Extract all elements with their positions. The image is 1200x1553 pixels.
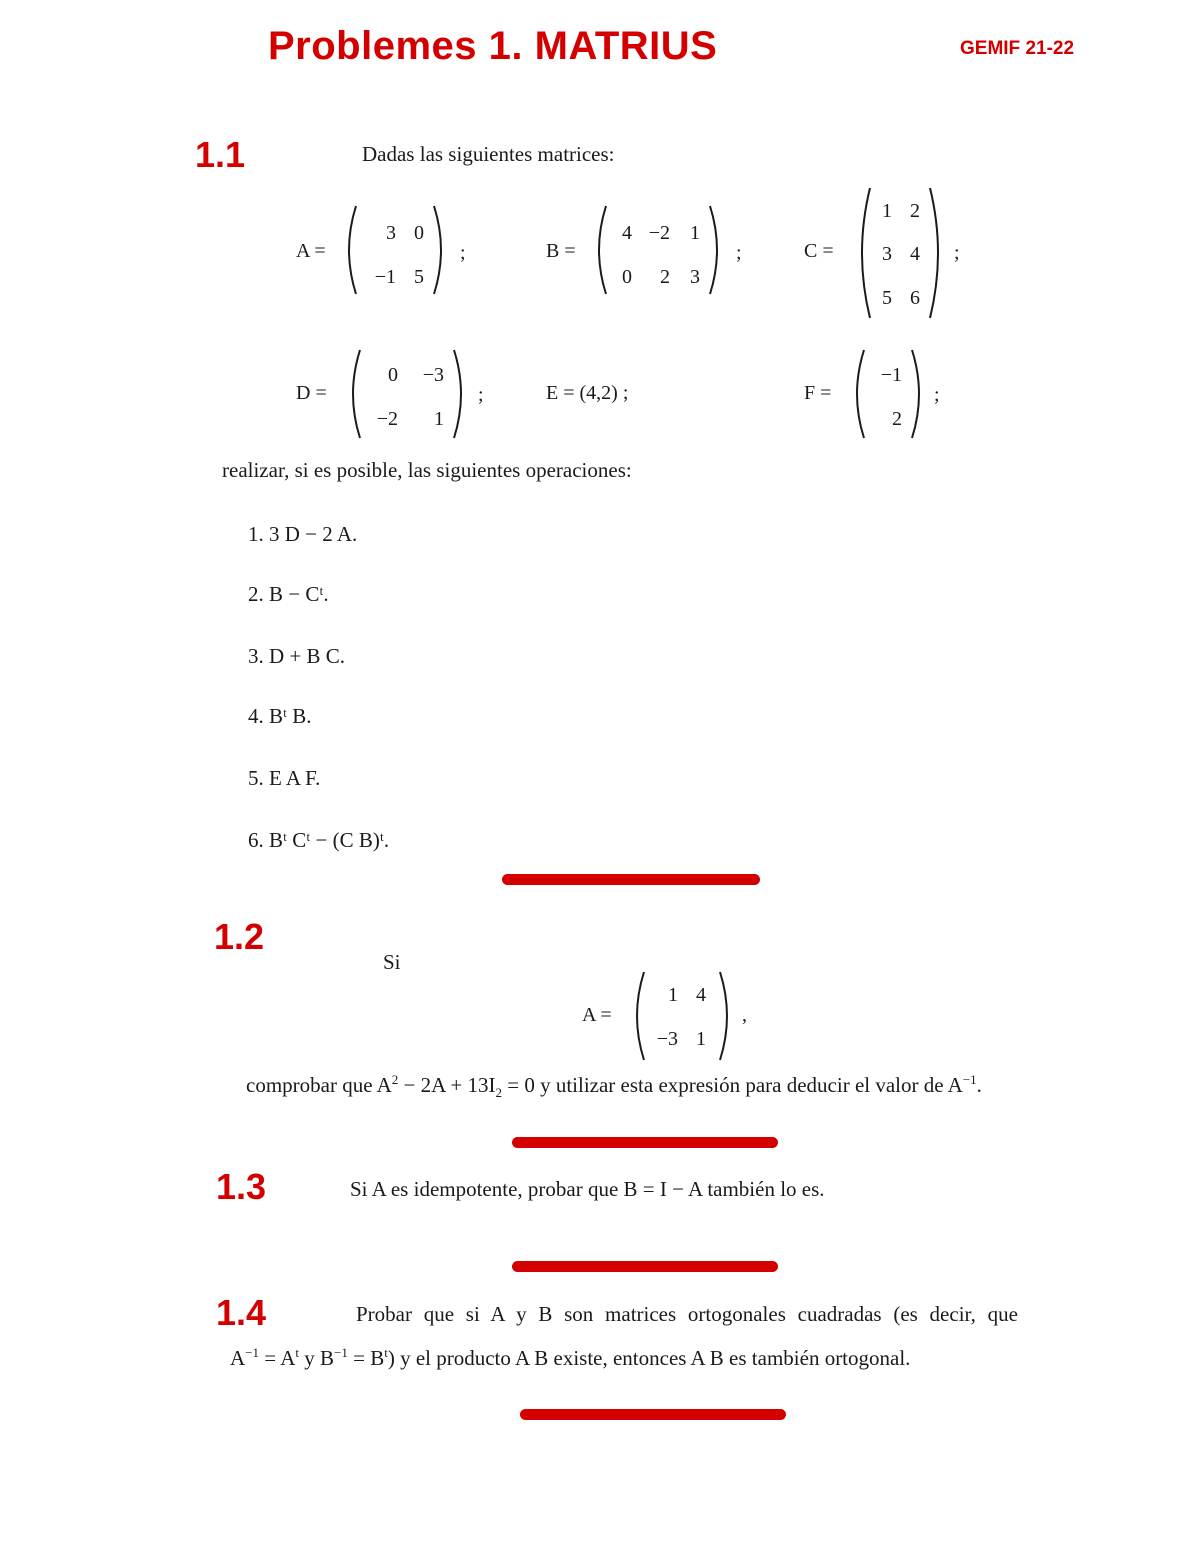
matrix-cell: 4 bbox=[622, 222, 632, 244]
exponent: t bbox=[295, 1345, 299, 1360]
matrix-cell: 1 bbox=[690, 222, 700, 244]
matrix-F bbox=[804, 344, 964, 444]
problem-1-4-line-2 bbox=[230, 1345, 910, 1371]
separator: ; bbox=[478, 384, 484, 406]
matrix-A-2 bbox=[582, 966, 762, 1066]
matrix-cell: 6 bbox=[910, 287, 920, 309]
matrix-cell: −1 bbox=[880, 364, 902, 386]
section-divider bbox=[512, 1137, 778, 1148]
statement-text: ) y el producto A B existe, entonces A B es también ortogonal. bbox=[387, 1346, 911, 1370]
operation-item: 4. Bᵗ B. bbox=[248, 704, 312, 728]
matrix-cell: −2 bbox=[376, 408, 398, 430]
matrix-cell: −2 bbox=[648, 222, 670, 244]
matrix-cell: 5 bbox=[414, 266, 424, 288]
matrix-C bbox=[804, 184, 974, 320]
statement-text: y B bbox=[299, 1346, 335, 1370]
matrix-label: D = bbox=[296, 382, 327, 404]
subscript: 2 bbox=[495, 1085, 502, 1101]
operation-item: 5. E A F. bbox=[248, 766, 321, 790]
left-paren-icon bbox=[344, 348, 364, 440]
section-divider bbox=[520, 1409, 786, 1420]
matrix-cell: 0 bbox=[622, 266, 632, 288]
matrix-label: C = bbox=[804, 240, 834, 262]
statement-text: = 0 y utilizar esta expresión para deducir el valor de A bbox=[501, 1073, 963, 1097]
matrix-label: A = bbox=[582, 1004, 612, 1026]
matrix-A bbox=[296, 200, 476, 300]
matrix-label: F = bbox=[804, 382, 832, 404]
right-paren-icon bbox=[908, 348, 928, 440]
matrix-label: B = bbox=[546, 240, 576, 262]
matrix-cell: 3 bbox=[386, 222, 396, 244]
matrix-cell: 0 bbox=[414, 222, 424, 244]
exponent: −1 bbox=[245, 1345, 260, 1360]
problem-number-1-1: 1.1 bbox=[195, 134, 246, 175]
course-label: GEMIF 21-22 bbox=[960, 38, 1075, 59]
left-paren-icon bbox=[848, 348, 868, 440]
operation-item: 6. Bᵗ Cᵗ − (C B)ᵗ. bbox=[248, 828, 390, 852]
matrix-B bbox=[546, 200, 756, 300]
problem-number-1-3: 1.3 bbox=[216, 1166, 267, 1207]
matrix-cell: 2 bbox=[892, 408, 902, 430]
separator: ; bbox=[954, 242, 960, 264]
matrix-cell: 1 bbox=[434, 408, 444, 430]
section-divider bbox=[502, 874, 760, 885]
exponent: −1 bbox=[962, 1072, 977, 1087]
exponent: t bbox=[384, 1345, 388, 1360]
exponent: −1 bbox=[334, 1345, 348, 1360]
operation-item: 1. 3 D − 2 A. bbox=[248, 522, 358, 546]
statement-text: comprobar que A bbox=[246, 1073, 392, 1097]
matrix-label: A = bbox=[296, 240, 326, 262]
matrix-cell: 0 bbox=[388, 364, 398, 386]
left-paren-icon bbox=[340, 204, 360, 296]
matrix-cell: −1 bbox=[374, 266, 396, 288]
right-paren-icon bbox=[706, 204, 726, 296]
right-paren-icon bbox=[450, 348, 470, 440]
problem-1-3-statement: Si A es idempotente, probar que B = I − A también lo es. bbox=[350, 1177, 825, 1201]
matrix-cell: 3 bbox=[690, 266, 700, 288]
matrix-D bbox=[296, 344, 496, 444]
problem-number-1-4: 1.4 bbox=[216, 1292, 267, 1333]
operation-item: 2. B − Cᵗ. bbox=[248, 582, 329, 606]
separator: ; bbox=[460, 242, 466, 264]
left-paren-icon bbox=[628, 970, 648, 1062]
problem-1-4-line-1: Probar que si A y B son matrices ortogonales cuadradas (es decir, que bbox=[356, 1302, 1018, 1326]
matrix-cell: 2 bbox=[660, 266, 670, 288]
matrix-cell: 1 bbox=[668, 984, 678, 1006]
right-paren-icon bbox=[430, 204, 450, 296]
statement-text: − 2A + 13I bbox=[398, 1073, 496, 1097]
problem-1-2-statement bbox=[246, 1072, 982, 1101]
matrix-cell: 1 bbox=[882, 200, 892, 222]
exponent: 2 bbox=[391, 1072, 399, 1087]
problem-1-2-intro: Si bbox=[383, 950, 401, 974]
matrix-cell: 4 bbox=[696, 984, 706, 1006]
problem-number-1-2: 1.2 bbox=[214, 916, 265, 957]
matrix-cell: 2 bbox=[910, 200, 920, 222]
matrix-cell: 1 bbox=[696, 1028, 706, 1050]
separator: ; bbox=[934, 384, 940, 406]
separator: , bbox=[742, 1004, 747, 1026]
matrix-cell: 5 bbox=[882, 287, 892, 309]
matrix-cell: −3 bbox=[656, 1028, 678, 1050]
matrix-E: E = (4,2) ; bbox=[546, 382, 629, 404]
matrix-cell: 3 bbox=[882, 243, 892, 265]
right-paren-icon bbox=[926, 186, 948, 320]
statement-text: = B bbox=[347, 1346, 385, 1370]
operation-item: 3. D + B C. bbox=[248, 644, 346, 668]
matrix-cell: −3 bbox=[422, 364, 444, 386]
section-divider bbox=[512, 1261, 778, 1272]
page-title: Problemes 1. MATRIUS bbox=[268, 24, 718, 68]
problem-1-1-lead: realizar, si es posible, las siguientes operaciones: bbox=[222, 458, 632, 482]
statement-text: . bbox=[976, 1073, 982, 1097]
separator: ; bbox=[736, 242, 742, 264]
problem-1-1-intro: Dadas las siguientes matrices: bbox=[362, 142, 615, 166]
statement-text: = A bbox=[259, 1346, 296, 1370]
right-paren-icon bbox=[716, 970, 736, 1062]
statement-text: A bbox=[230, 1346, 246, 1370]
matrix-cell: 4 bbox=[910, 243, 920, 265]
